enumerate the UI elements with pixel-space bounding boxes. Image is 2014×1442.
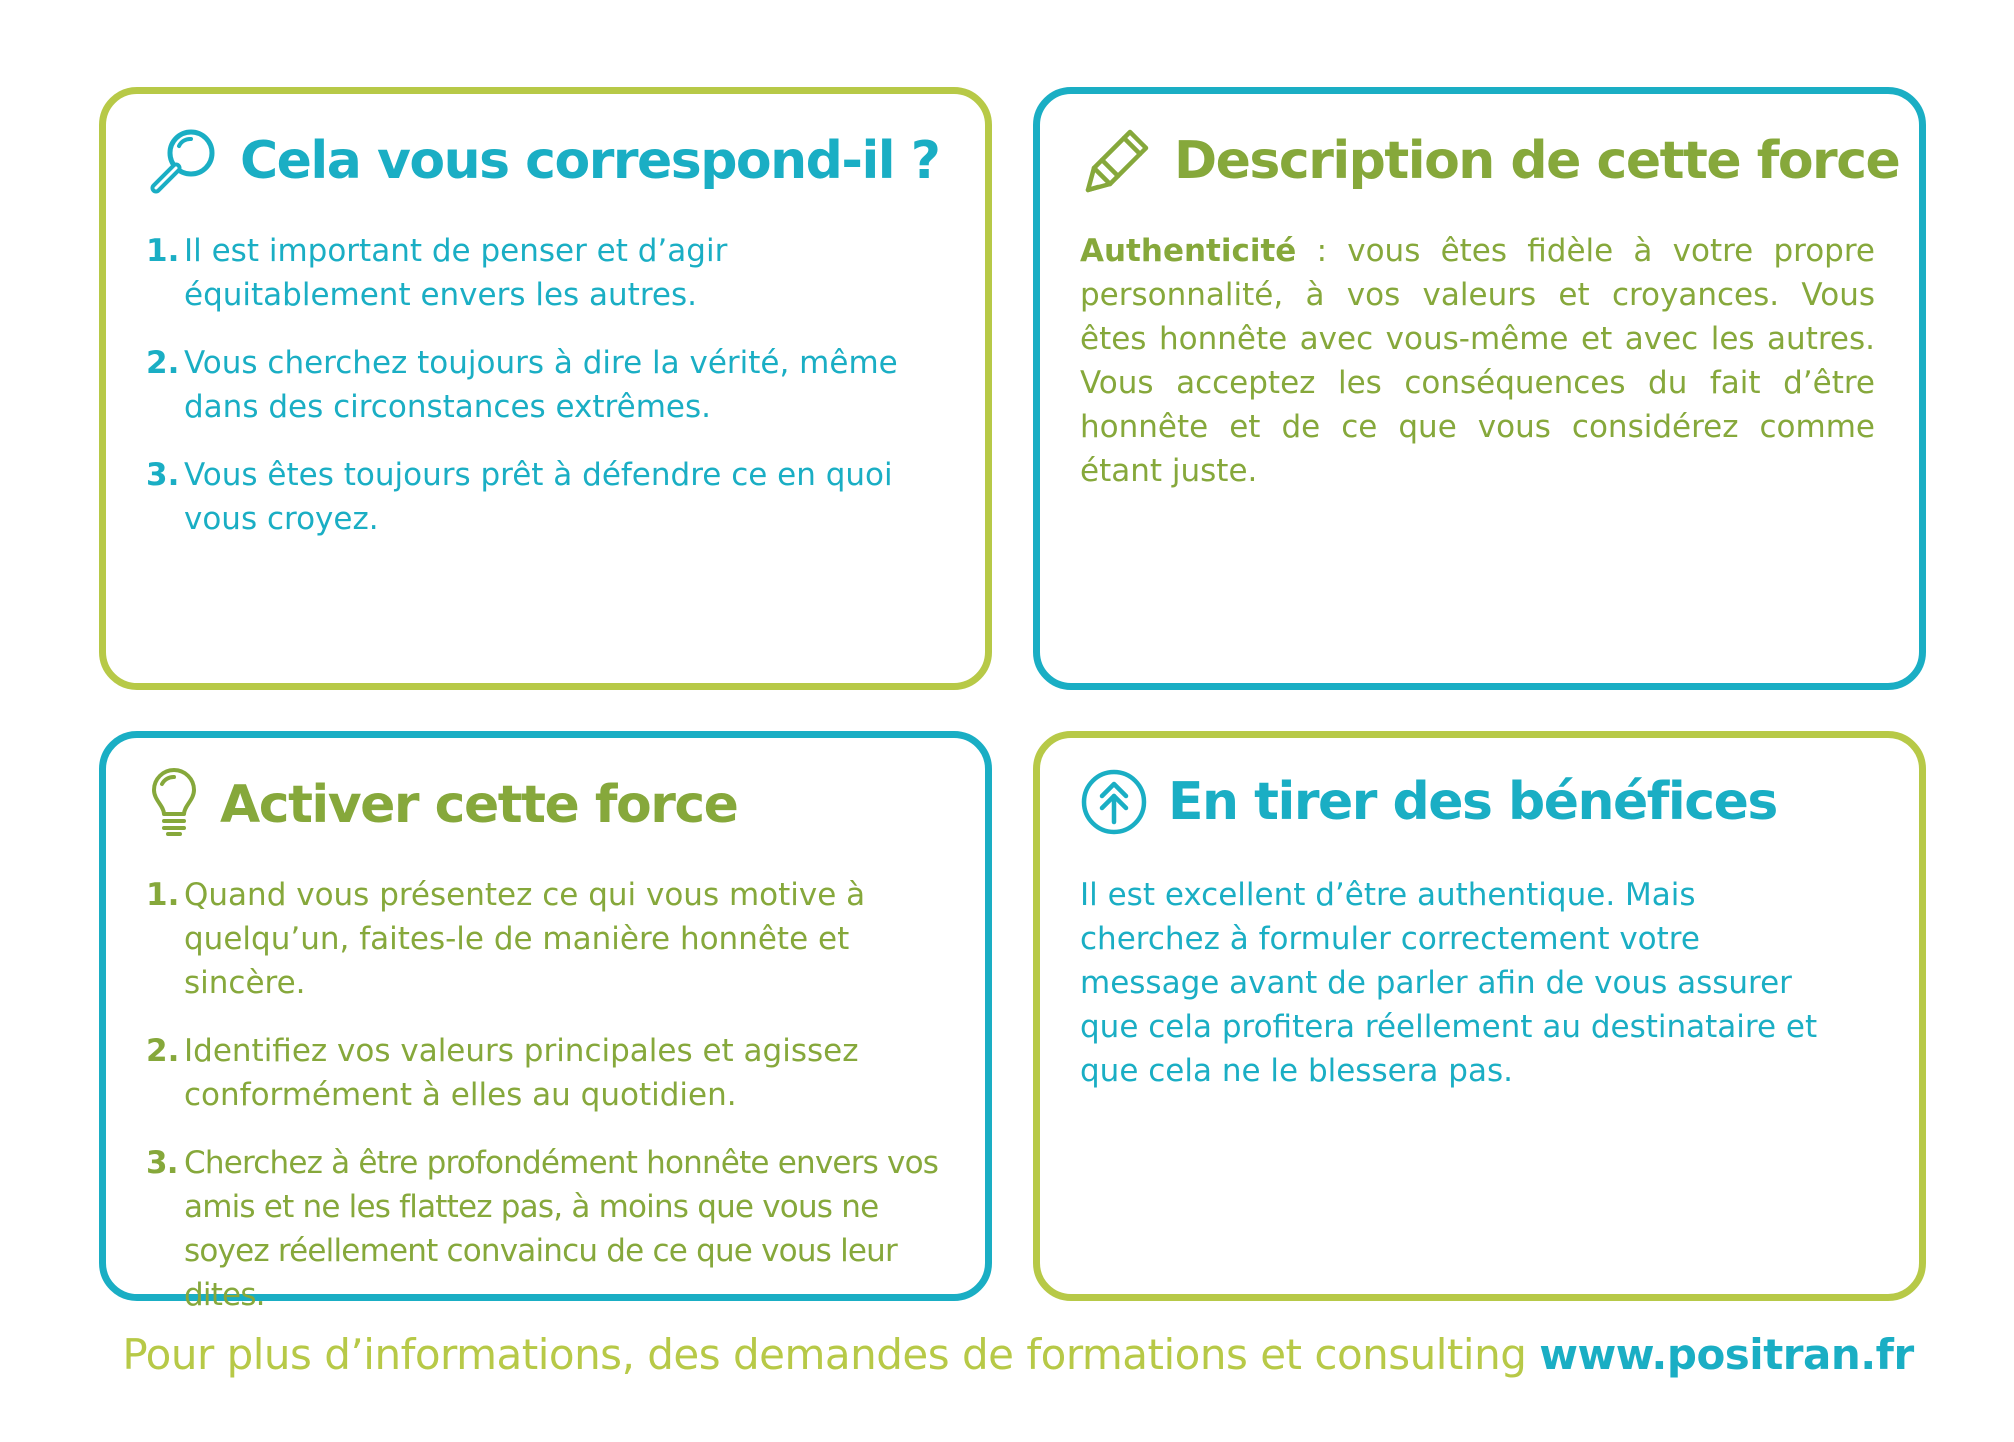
list-item: 1. Quand vous présentez ce qui vous motive à quelqu’un, faites-le de manière honnête et sincère. — [146, 877, 866, 1001]
card-activer — [99, 731, 992, 1313]
card-activer-list — [146, 873, 945, 1341]
list-item: 2. Identifiez vos valeurs principales et agissez conformément à elles au quotidien. — [146, 1033, 859, 1113]
card-correspond-list — [146, 229, 945, 565]
list-item: 1. Il est important de penser et d’agir équitablement envers les autres. — [146, 233, 728, 313]
card-activer-title: Activer cette force — [220, 775, 738, 835]
pencil-icon — [1080, 124, 1154, 198]
list-item: 2. Vous cherchez toujours à dire la vérité, même dans des circonstances extrêmes. — [146, 345, 898, 425]
card-benefices-header — [1080, 768, 1777, 836]
card-description-header — [1080, 124, 1899, 198]
lightbulb-icon — [148, 768, 200, 842]
card-benefices-title: En tirer des bénéfices — [1168, 772, 1777, 832]
footer-url-link[interactable]: www.positran.fr — [1539, 1330, 1914, 1379]
keyword-authenticite: Authenticité — [1080, 233, 1297, 269]
footer-text: Pour plus d’informations, des demandes de formations et consulting — [122, 1330, 1540, 1379]
card-correspond — [99, 87, 992, 690]
card-description-text: Authenticité : vous êtes fidèle à votre propre personnalité, à vos valeurs et croyances. Vous êtes honnête avec vous-même et avec les autres. Vous acceptez les conséquences du fait d’être honnête et de ce que vous considérez comme étant juste. — [1080, 233, 1875, 489]
footer — [110, 1330, 1926, 1379]
arrow-up-circle-icon — [1080, 768, 1148, 836]
card-benefices — [1033, 731, 1926, 1301]
card-benefices-text: Il est excellent d’être authentique. Mais cherchez à formuler correctement votre message avant de parler afin de vous assurer que cela profitera réellement au destinataire et que cela ne le blessera pas. — [1080, 877, 1818, 1089]
card-activer-header — [148, 768, 737, 842]
list-item: 3. Vous êtes toujours prêt à défendre ce en quoi vous croyez. — [146, 457, 893, 537]
card-description — [1033, 87, 1926, 690]
magnifier-icon — [146, 124, 220, 198]
card-correspond-title: Cela vous correspond-il ? — [240, 131, 940, 191]
card-description-title: Description de cette force — [1174, 131, 1900, 191]
card-correspond-header — [146, 124, 939, 198]
list-item: 3. Cherchez à être profondément honnête envers vos amis et ne les flattez pas, à moins que vous ne soyez réellement convaincu de ce que vous leur dites. — [146, 1145, 939, 1313]
